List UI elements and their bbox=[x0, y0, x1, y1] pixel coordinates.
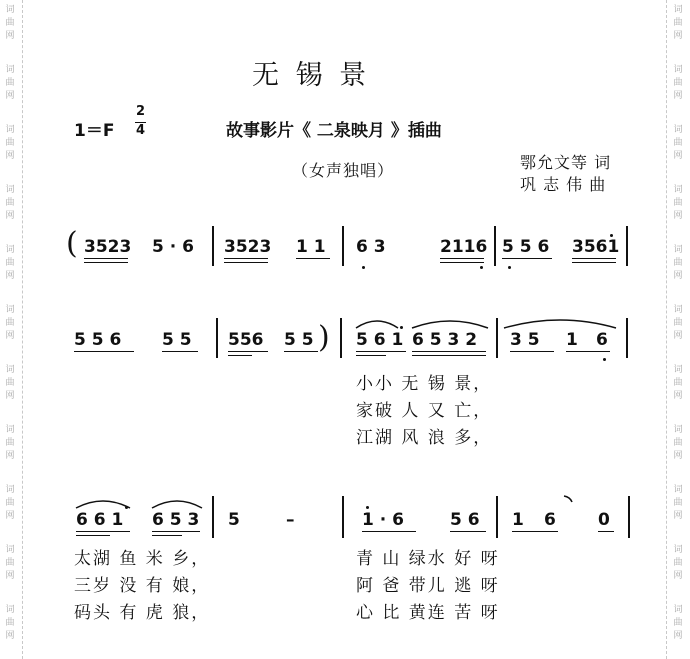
watermark-char: 网 bbox=[673, 511, 683, 521]
watermark-char: 网 bbox=[5, 571, 15, 581]
closing-paren: ) bbox=[318, 320, 330, 355]
watermark-char: 网 bbox=[5, 391, 15, 401]
note-group: 5 bbox=[228, 510, 240, 530]
watermark-char: 词 bbox=[5, 425, 15, 435]
lyric-line: 三岁 没 有 娘， bbox=[74, 576, 211, 596]
watermark-char: 曲 bbox=[5, 558, 15, 568]
watermark-char: 网 bbox=[673, 31, 683, 41]
watermark-char: 词 bbox=[673, 545, 683, 555]
watermark-char: 网 bbox=[673, 331, 683, 341]
note-group: 3523 bbox=[84, 237, 132, 257]
watermark-char: 曲 bbox=[5, 618, 15, 628]
watermark-char: 词 bbox=[5, 365, 15, 375]
watermark-char: 词 bbox=[673, 125, 683, 135]
watermark-char: 词 bbox=[5, 185, 15, 195]
watermark-char: 网 bbox=[673, 151, 683, 161]
song-title: 无 锡 景 bbox=[252, 60, 371, 91]
watermark-char: 词 bbox=[673, 605, 683, 615]
watermark-char: 网 bbox=[5, 211, 15, 221]
watermark-char: 曲 bbox=[5, 318, 15, 328]
underline bbox=[440, 262, 484, 263]
subtitle: 故事影片《 二泉映月 》插曲 bbox=[226, 121, 442, 141]
underline bbox=[356, 355, 386, 356]
octave-dot bbox=[366, 506, 369, 509]
watermark-char: 网 bbox=[673, 391, 683, 401]
watermark-char: 曲 bbox=[5, 138, 15, 148]
watermark-char: 词 bbox=[5, 485, 15, 495]
note-group: 2116 bbox=[440, 237, 488, 257]
watermark-char: 网 bbox=[5, 331, 15, 341]
underline bbox=[362, 531, 416, 532]
watermark-char: 词 bbox=[673, 65, 683, 75]
watermark-char: 词 bbox=[673, 245, 683, 255]
underline bbox=[152, 535, 182, 536]
watermark-char: 词 bbox=[673, 425, 683, 435]
note-group: 3 5 bbox=[510, 330, 540, 350]
underline bbox=[512, 531, 558, 532]
watermark-char: 词 bbox=[673, 485, 683, 495]
bar-line bbox=[342, 496, 344, 538]
watermark-char: 词 bbox=[673, 365, 683, 375]
watermark-char: 曲 bbox=[5, 438, 15, 448]
watermark-char: 网 bbox=[5, 271, 15, 281]
watermark-char: 网 bbox=[673, 571, 683, 581]
underline bbox=[296, 258, 330, 259]
note-group: 5 5 6 bbox=[502, 237, 550, 257]
bar-line bbox=[626, 226, 628, 266]
tie bbox=[500, 314, 620, 330]
watermark-char: 网 bbox=[673, 211, 683, 221]
underline bbox=[84, 258, 128, 259]
underline bbox=[76, 535, 110, 536]
note-group: 6 bbox=[596, 330, 608, 350]
underline bbox=[224, 262, 268, 263]
watermark-char: 词 bbox=[5, 65, 15, 75]
underline bbox=[450, 531, 486, 532]
note-group: 1 1 bbox=[296, 237, 326, 257]
underline bbox=[566, 351, 610, 352]
watermark-char: 词 bbox=[5, 545, 15, 555]
watermark-char: 曲 bbox=[673, 378, 683, 388]
lyric-line: 码头 有 虎 狼， bbox=[74, 603, 211, 623]
octave-dot bbox=[603, 358, 606, 361]
note-group: 3561 bbox=[572, 237, 620, 257]
note-group: 0 bbox=[598, 510, 610, 530]
key-signature: 1＝F bbox=[74, 121, 115, 141]
time-signature-bottom: 4 bbox=[136, 123, 146, 138]
slur bbox=[72, 496, 134, 510]
note-group: 6 6 1 bbox=[76, 510, 124, 530]
slur bbox=[148, 496, 206, 510]
watermark-char: 词 bbox=[673, 185, 683, 195]
watermark-char: 词 bbox=[5, 5, 15, 15]
note-group: 5 6 1 bbox=[356, 330, 404, 350]
watermark-char: 词 bbox=[673, 305, 683, 315]
slur bbox=[352, 316, 402, 330]
watermark-char: 曲 bbox=[673, 18, 683, 28]
right-margin-line bbox=[666, 0, 667, 659]
bar-line bbox=[212, 496, 214, 538]
underline bbox=[152, 531, 200, 532]
watermark-char: 网 bbox=[5, 511, 15, 521]
underline bbox=[284, 351, 318, 352]
note-group: 6 bbox=[544, 510, 556, 530]
watermark-char: 网 bbox=[5, 631, 15, 641]
watermark-char: 网 bbox=[673, 451, 683, 461]
note-group: 3523 bbox=[224, 237, 272, 257]
watermark-char: 曲 bbox=[5, 18, 15, 28]
watermark-char: 曲 bbox=[673, 138, 683, 148]
octave-dot bbox=[362, 266, 365, 269]
underline bbox=[162, 351, 198, 352]
watermark-char: 曲 bbox=[5, 78, 15, 88]
composer-credit: 巩 志 伟 曲 bbox=[520, 175, 607, 194]
watermark-char: 网 bbox=[5, 451, 15, 461]
breath-mark bbox=[562, 494, 576, 504]
lyric-line: 小小 无 锡 景， bbox=[356, 374, 493, 394]
note-group: 5 5 bbox=[162, 330, 192, 350]
watermark-char: 词 bbox=[5, 305, 15, 315]
time-signature-top: 2 bbox=[136, 104, 146, 119]
underline bbox=[76, 531, 130, 532]
underline bbox=[412, 355, 486, 356]
watermark-char: 词 bbox=[5, 125, 15, 135]
underline bbox=[412, 351, 486, 352]
underline bbox=[440, 258, 484, 259]
note-group: 6 5 3 bbox=[152, 510, 200, 530]
note-group: 556 bbox=[228, 330, 264, 350]
bar-line bbox=[216, 318, 218, 358]
note-group: 1 · 6 bbox=[362, 510, 404, 530]
bar-line bbox=[496, 318, 498, 358]
note-group: 5 · 6 bbox=[152, 237, 194, 257]
underline bbox=[502, 258, 552, 259]
watermark-char: 曲 bbox=[5, 198, 15, 208]
bar-line bbox=[494, 226, 496, 266]
underline bbox=[224, 258, 268, 259]
bar-line bbox=[628, 496, 630, 538]
underline bbox=[74, 351, 134, 352]
bar-line bbox=[340, 318, 342, 358]
performer-note: （女声独唱） bbox=[292, 161, 395, 180]
watermark-char: 网 bbox=[673, 631, 683, 641]
watermark-char: 曲 bbox=[673, 258, 683, 268]
watermark-char: 曲 bbox=[5, 258, 15, 268]
octave-dot bbox=[480, 266, 483, 269]
note-group: 1 bbox=[512, 510, 524, 530]
note-group: 6 3 bbox=[356, 237, 386, 257]
bar-line bbox=[626, 318, 628, 358]
note-group: 5 5 bbox=[284, 330, 314, 350]
watermark-char: 曲 bbox=[5, 378, 15, 388]
underline bbox=[228, 355, 252, 356]
lyric-line: 太湖 鱼 米 乡， bbox=[74, 549, 211, 569]
octave-dot bbox=[508, 266, 511, 269]
underline bbox=[572, 258, 616, 259]
opening-paren: ( bbox=[66, 226, 78, 261]
watermark-char: 曲 bbox=[5, 498, 15, 508]
underline bbox=[572, 262, 616, 263]
underline bbox=[510, 351, 554, 352]
underline bbox=[598, 531, 614, 532]
watermark-char: 词 bbox=[5, 245, 15, 255]
watermark-char: 曲 bbox=[673, 318, 683, 328]
underline bbox=[84, 262, 128, 263]
note-group: 5 5 6 bbox=[74, 330, 122, 350]
watermark-char: 曲 bbox=[673, 558, 683, 568]
note-group: 1 bbox=[566, 330, 578, 350]
watermark-char: 网 bbox=[673, 271, 683, 281]
lyric-line: 心 比 黄连 苦 呀 bbox=[356, 603, 500, 623]
watermark-char: 曲 bbox=[673, 498, 683, 508]
note-group: – bbox=[286, 510, 295, 530]
bar-line bbox=[212, 226, 214, 266]
lyric-line: 江湖 风 浪 多， bbox=[356, 428, 493, 448]
watermark-char: 网 bbox=[673, 91, 683, 101]
bar-line bbox=[496, 496, 498, 538]
watermark-char: 网 bbox=[5, 31, 15, 41]
watermark-char: 曲 bbox=[673, 78, 683, 88]
left-margin-line bbox=[22, 0, 23, 659]
underline bbox=[228, 351, 268, 352]
watermark-char: 网 bbox=[5, 91, 15, 101]
lyric-line: 青 山 绿水 好 呀 bbox=[356, 549, 500, 569]
lyric-line: 阿 爸 带儿 逃 呀 bbox=[356, 576, 500, 596]
watermark-char: 词 bbox=[5, 605, 15, 615]
underline bbox=[356, 351, 406, 352]
note-group: 5 6 bbox=[450, 510, 480, 530]
watermark-char: 曲 bbox=[673, 198, 683, 208]
watermark-char: 曲 bbox=[673, 618, 683, 628]
bar-line bbox=[342, 226, 344, 266]
watermark-char: 词 bbox=[673, 5, 683, 15]
lyricist-credit: 鄂允文等 词 bbox=[520, 153, 612, 172]
octave-dot bbox=[610, 234, 613, 237]
watermark-char: 网 bbox=[5, 151, 15, 161]
note-group: 6 5 3 2 bbox=[412, 330, 478, 350]
slur bbox=[408, 316, 492, 330]
watermark-char: 曲 bbox=[673, 438, 683, 448]
lyric-line: 家破 人 又 亡， bbox=[356, 401, 493, 421]
